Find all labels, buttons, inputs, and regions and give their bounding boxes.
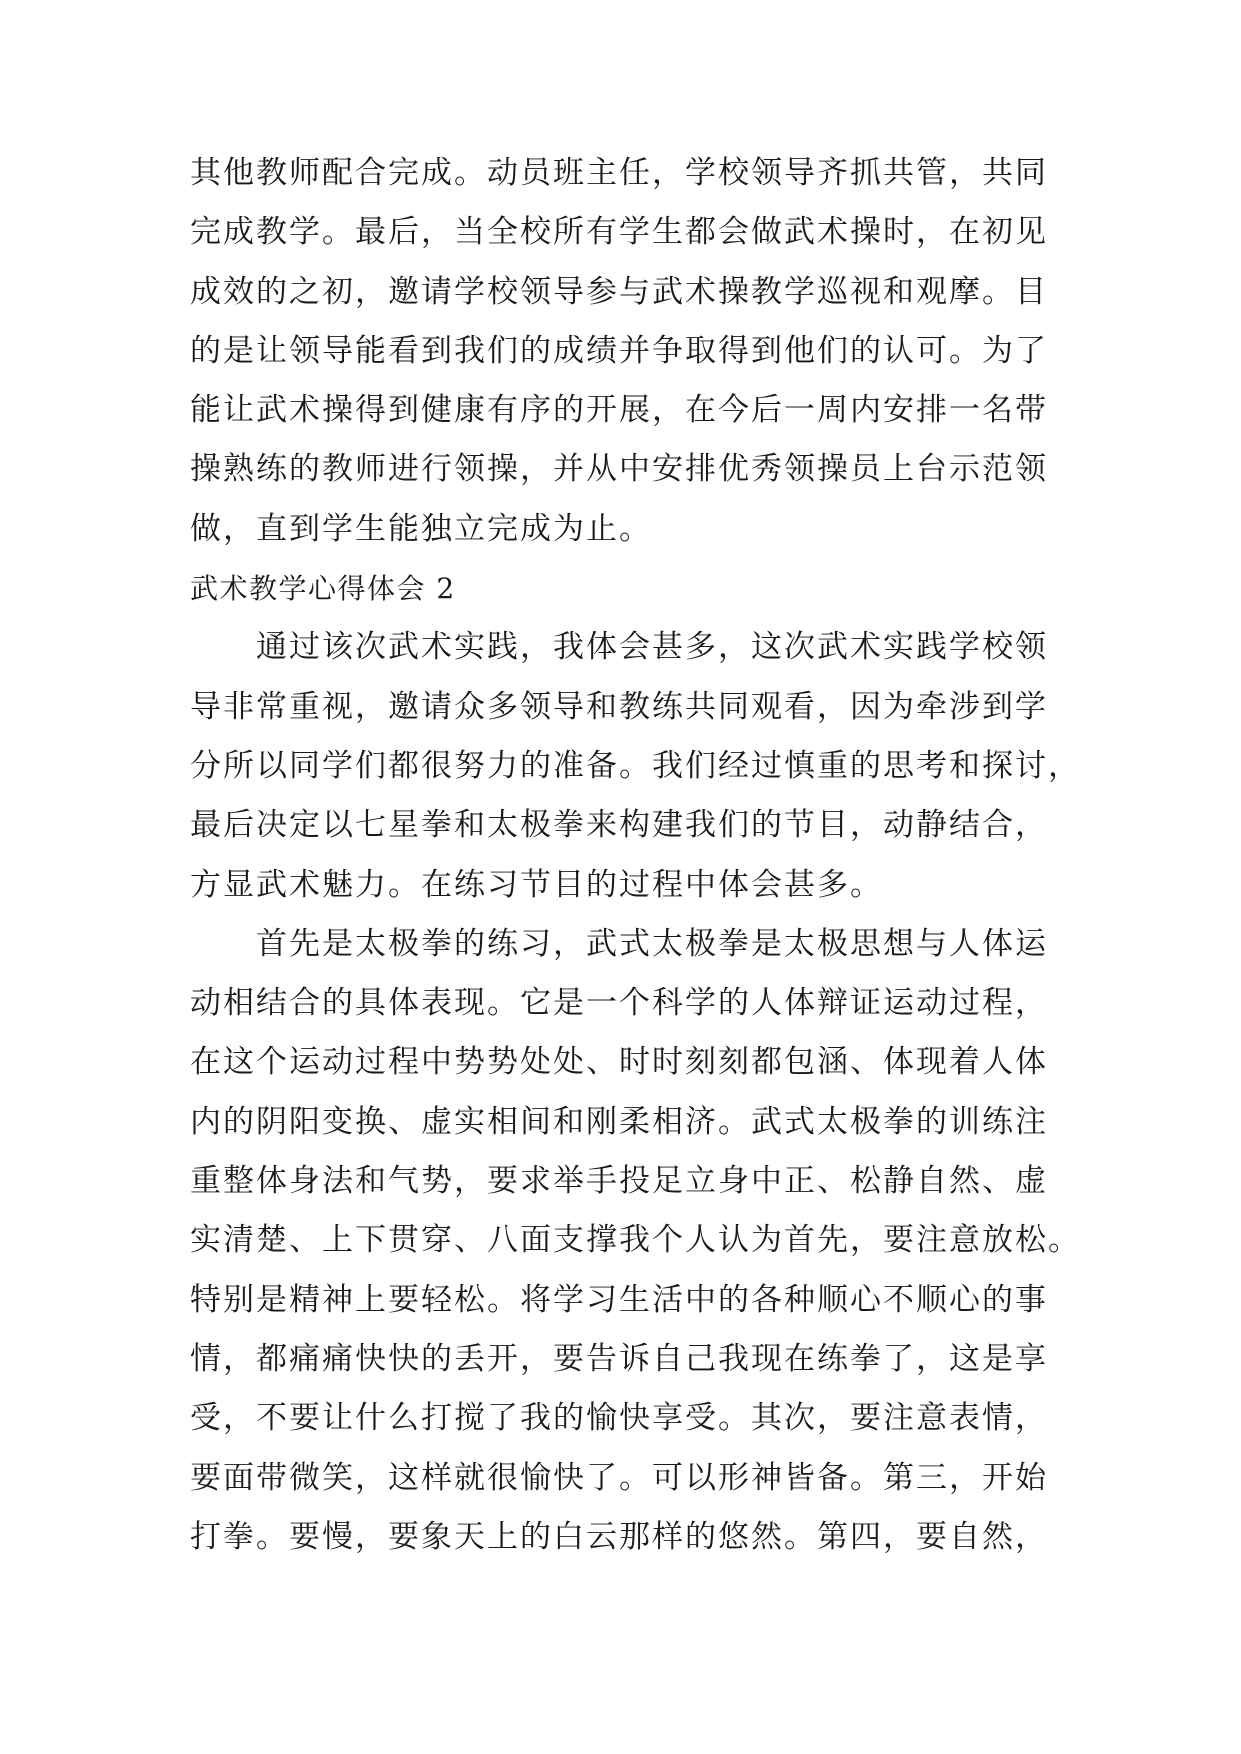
text-line: 能让武术操得到健康有序的开展，在今后一周内安排一名带 bbox=[190, 392, 1048, 429]
text-line: 情，都痛痛快快的丢开，要告诉自己我现在练拳了，这是享 bbox=[190, 1340, 1048, 1377]
text-line: 特别是精神上要轻松。将学习生活中的各种顺心不顺心的事 bbox=[190, 1281, 1048, 1318]
paragraph-3 bbox=[190, 915, 1081, 1567]
text-line: 分所以同学们都很努力的准备。我们经过慎重的思考和探讨， bbox=[190, 747, 1081, 784]
text-line: 其他教师配合完成。动员班主任，学校领导齐抓共管，共同 bbox=[190, 155, 1048, 191]
text-line: 操熟练的教师进行领操，并从中安排优秀领操员上台示范领 bbox=[190, 451, 1048, 488]
document-body bbox=[190, 144, 1081, 1567]
text-line: 通过该次武术实践，我体会甚多，这次武术实践学校领 bbox=[190, 629, 1048, 666]
text-line: 方显武术魅力。在练习节目的过程中体会甚多。 bbox=[190, 866, 883, 903]
text-line: 的是让领导能看到我们的成绩并争取得到他们的认可。为了 bbox=[190, 332, 1048, 369]
text-line: 完成教学。最后，当全校所有学生都会做武术操时，在初见 bbox=[190, 214, 1048, 251]
text-line: 最后决定以七星拳和太极拳来构建我们的节目，动静结合， bbox=[190, 807, 1048, 844]
paragraph-1 bbox=[190, 144, 1052, 559]
text-line: 要面带微笑，这样就很愉快了。可以形神皆备。第三，开始 bbox=[190, 1459, 1048, 1496]
text-line: 重整体身法和气势，要求举手投足立身中正、松静自然、虚 bbox=[190, 1163, 1048, 1200]
text-line: 内的阴阳变换、虚实相间和刚柔相济。武式太极拳的训练注 bbox=[190, 1103, 1048, 1140]
section-heading: 武术教学心得体会 2 bbox=[190, 572, 456, 606]
text-line: 受，不要让什么打搅了我的愉快享受。其次，要注意表情， bbox=[190, 1400, 1048, 1437]
paragraph-2 bbox=[190, 618, 1081, 914]
text-line: 在这个运动过程中势势处处、时时刻刻都包涵、体现着人体 bbox=[190, 1044, 1048, 1081]
text-line: 成效的之初，邀请学校领导参与武术操教学巡视和观摩。目 bbox=[190, 273, 1048, 310]
text-line: 打拳。要慢，要象天上的白云那样的悠然。第四，要自然， bbox=[190, 1518, 1048, 1555]
text-line: 实清楚、上下贯穿、八面支撑我个人认为首先，要注意放松。 bbox=[190, 1222, 1081, 1259]
text-line: 做，直到学生能独立完成为止。 bbox=[190, 510, 652, 547]
text-line: 首先是太极拳的练习，武式太极拳是太极思想与人体运 bbox=[190, 925, 1048, 962]
text-line: 导非常重视，邀请众多领导和教练共同观看，因为牵涉到学 bbox=[190, 688, 1048, 725]
text-line: 动相结合的具体表现。它是一个科学的人体辩证运动过程， bbox=[190, 985, 1048, 1022]
